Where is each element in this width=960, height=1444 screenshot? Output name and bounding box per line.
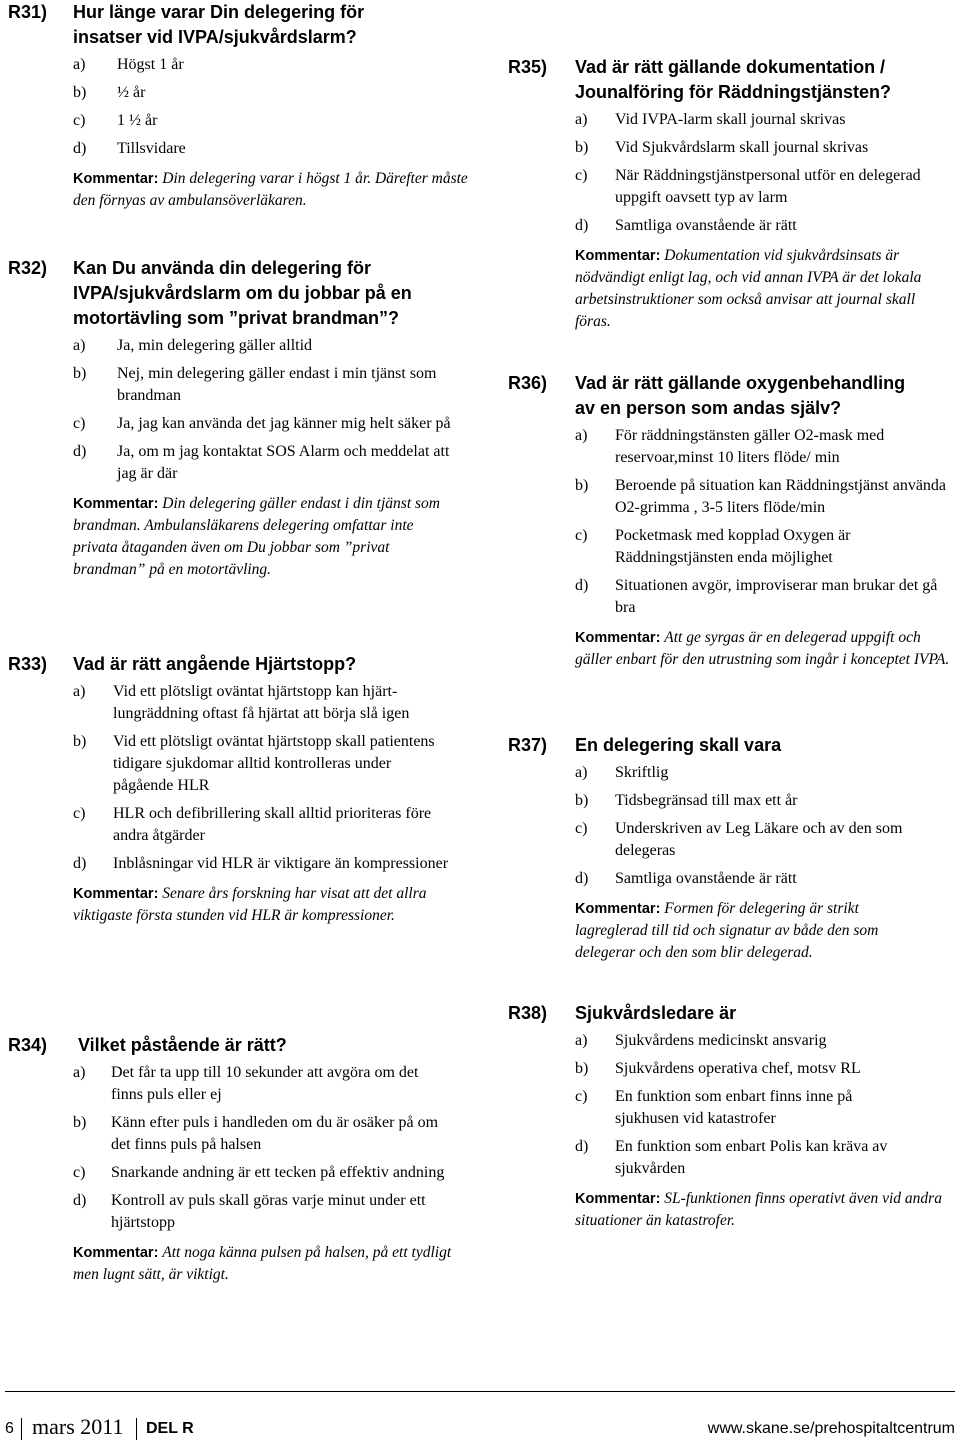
comment-label: Kommentar:: [73, 496, 159, 512]
title-line: Vad är rätt angående Hjärtstopp?: [73, 654, 357, 674]
comment-label: Kommentar:: [575, 630, 661, 646]
comment: [73, 883, 453, 927]
title-line: av en person som andas själv?: [575, 398, 842, 418]
title-line: insatser vid IVPA/sjukvårdslarm?: [73, 27, 357, 47]
question-r31: [8, 0, 478, 212]
option-b: b) Vid ett plötsligt oväntat hjärtstopp skall patientens tidigare sjukdomar alltid kontrolleras under pågående HLR: [73, 733, 435, 794]
page-number: 6: [5, 1420, 14, 1437]
question-title: [73, 0, 478, 50]
question-number: R33): [8, 654, 48, 674]
title-line: En delegering skall vara: [575, 735, 782, 755]
option-d: d) Tillsvidare: [73, 140, 186, 157]
option-c: c) Underskriven av Leg Läkare och av den som delegeras: [575, 820, 903, 859]
comment-label: Kommentar:: [73, 1245, 159, 1261]
question-number: R31): [8, 2, 48, 22]
page-footer: [5, 1412, 955, 1442]
footer-part: DEL R: [146, 1420, 194, 1437]
comment: [73, 1242, 453, 1286]
option-a: a) Ja, min delegering gäller alltid: [73, 337, 313, 354]
comment-text: SL-funktionen finns operativt även vid andra situationer än katastrofer.: [575, 1190, 942, 1229]
question-r32: [8, 256, 478, 581]
title-line: Kan Du använda din delegering för: [73, 258, 372, 278]
comment-text: Formen för delegering är strikt lagreglerad till tid och signatur av både den som delegerar och den som blir delegerad.: [575, 900, 879, 961]
question-title: [73, 652, 478, 677]
option-b: b) Tidsbegränsad till max ett år: [575, 792, 798, 809]
comment: [575, 1188, 955, 1232]
option-b: b) Sjukvårdens operativa chef, motsv RL: [575, 1060, 861, 1077]
question-number: R34): [8, 1035, 48, 1055]
option-b: b) Beroende på situation kan Räddningstjänst använda O2-grimma , 3-5 liters flöde/min: [575, 477, 947, 516]
option-d: d) Samtliga ovanstående är rätt: [575, 870, 797, 887]
option-a: a) Vid IVPA-larm skall journal skrivas: [575, 111, 846, 128]
question-number: R35): [508, 57, 548, 77]
question-title: [575, 1001, 958, 1026]
option-a: a) För räddningstänsten gäller O2-mask med reservoar,minst 10 liters flöde/ min: [575, 427, 885, 466]
title-line: Vad är rätt gällande dokumentation /: [575, 57, 886, 77]
question-number: R32): [8, 258, 48, 278]
comment: [73, 493, 453, 581]
comment-text: Att noga känna pulsen på halsen, på ett tydligt men lugnt sätt, är viktigt.: [73, 1244, 452, 1283]
comment-text: Dokumentation vid sjukvårdsinsats är nödvändigt enligt lag, och vid annan IVPA är det lokala arbetsinstruktioner som också anvisar att journal skall föras.: [575, 247, 922, 330]
option-b: b) Känn efter puls i handleden om du är osäker på om det finns puls på halsen: [73, 1114, 439, 1153]
question-title: [78, 1033, 478, 1058]
option-d: d) Ja, om m jag kontaktat SOS Alarm och meddelat att jag är där: [73, 443, 450, 482]
option-c: c) HLR och defibrillering skall alltid prioriteras före andra åtgärder: [73, 805, 432, 844]
question-number: R37): [508, 735, 548, 755]
comment: [73, 168, 468, 212]
title-line: Vilket påstående är rätt?: [78, 1035, 287, 1055]
question-r34: [8, 1033, 478, 1286]
question-r35: [508, 55, 958, 333]
option-c: c) Pocketmask med kopplad Oxygen är Räddningstjänsten enda möjlighet: [575, 527, 851, 566]
footer-separator: [136, 1418, 137, 1440]
comment-text: Senare års forskning har visat att det allra viktigaste första stunden vid HLR är kompressioner.: [73, 885, 427, 924]
comment: [575, 898, 935, 964]
question-title: [73, 256, 478, 331]
comment-label: Kommentar:: [575, 901, 661, 917]
comment-text: Din delegering varar i högst 1 år. Därefter måste den förnyas av ambulansöverläkaren.: [73, 170, 468, 209]
option-c: c) 1 ½ år: [73, 112, 158, 129]
title-line: motortävling som ”privat brandman”?: [73, 308, 400, 328]
footer-url: www.skane.se/prehospitaltcentrum: [707, 1420, 955, 1437]
title-line: Vad är rätt gällande oxygenbehandling: [575, 373, 906, 393]
title-line: IVPA/sjukvårdslarm om du jobbar på en: [73, 283, 412, 303]
option-c: c) Ja, jag kan använda det jag känner mig helt säker på: [73, 415, 451, 432]
question-r37: [508, 733, 958, 964]
option-c: c) Snarkande andning är ett tecken på effektiv andning: [73, 1164, 445, 1181]
footer-date: mars 2011: [32, 1414, 124, 1439]
comment-label: Kommentar:: [73, 886, 159, 902]
question-number: R36): [508, 373, 548, 393]
option-a: a) Sjukvårdens medicinskt ansvarig: [575, 1032, 827, 1049]
option-a: a) Skriftlig: [575, 764, 669, 781]
option-b: b) ½ år: [73, 84, 146, 101]
question-number: R38): [508, 1003, 548, 1023]
option-a: a) Högst 1 år: [73, 56, 184, 73]
footer-separator: [21, 1418, 22, 1440]
comment: [575, 245, 953, 333]
question-r38: [508, 1001, 958, 1232]
option-b: b) Nej, min delegering gäller endast i min tjänst som brandman: [73, 365, 437, 404]
option-c: c) En funktion som enbart finns inne på sjukhusen vid katastrofer: [575, 1088, 853, 1127]
comment-text: Att ge syrgas är en delegerad uppgift och gäller enbart för den utrustning som ingår i konceptet IVPA.: [575, 629, 950, 668]
option-b: b) Vid Sjukvårdslarm skall journal skrivas: [575, 139, 869, 156]
option-d: d) Situationen avgör, improviserar man brukar det gå bra: [575, 577, 938, 616]
option-a: a) Vid ett plötsligt oväntat hjärtstopp kan hjärt-lungräddning oftast få hjärtat att börja slå igen: [73, 683, 410, 722]
option-d: d) Kontroll av puls skall göras varje minut under ett hjärtstopp: [73, 1192, 426, 1231]
question-title: [575, 55, 958, 105]
option-c: c) När Räddningstjänstpersonal utför en delegerad uppgift oavsett typ av larm: [575, 167, 921, 206]
question-title: [575, 371, 958, 421]
footer-divider: [5, 1391, 955, 1392]
comment-label: Kommentar:: [575, 1191, 661, 1207]
option-d: d) Inblåsningar vid HLR är viktigare än kompressioner: [73, 855, 449, 872]
title-line: Jounalföring för Räddningstjänsten?: [575, 82, 891, 102]
option-d: d) En funktion som enbart Polis kan kräva av sjukvården: [575, 1138, 888, 1177]
comment-label: Kommentar:: [73, 171, 159, 187]
question-title: [575, 733, 958, 758]
comment-text: Din delegering gäller endast i din tjänst som brandman. Ambulansläkarens delegering omfattar inte privata åtaganden även om Du jobbar som ”privat brandman” på en motortävling.: [73, 495, 440, 578]
comment: [575, 627, 953, 671]
title-line: Hur länge varar Din delegering för: [73, 2, 365, 22]
question-r36: [508, 371, 958, 671]
comment-label: Kommentar:: [575, 248, 661, 264]
question-r33: [8, 652, 478, 927]
title-line: Sjukvårdsledare är: [575, 1003, 737, 1023]
option-d: d) Samtliga ovanstående är rätt: [575, 217, 797, 234]
option-a: a) Det får ta upp till 10 sekunder att avgöra om det finns puls eller ej: [73, 1064, 419, 1103]
